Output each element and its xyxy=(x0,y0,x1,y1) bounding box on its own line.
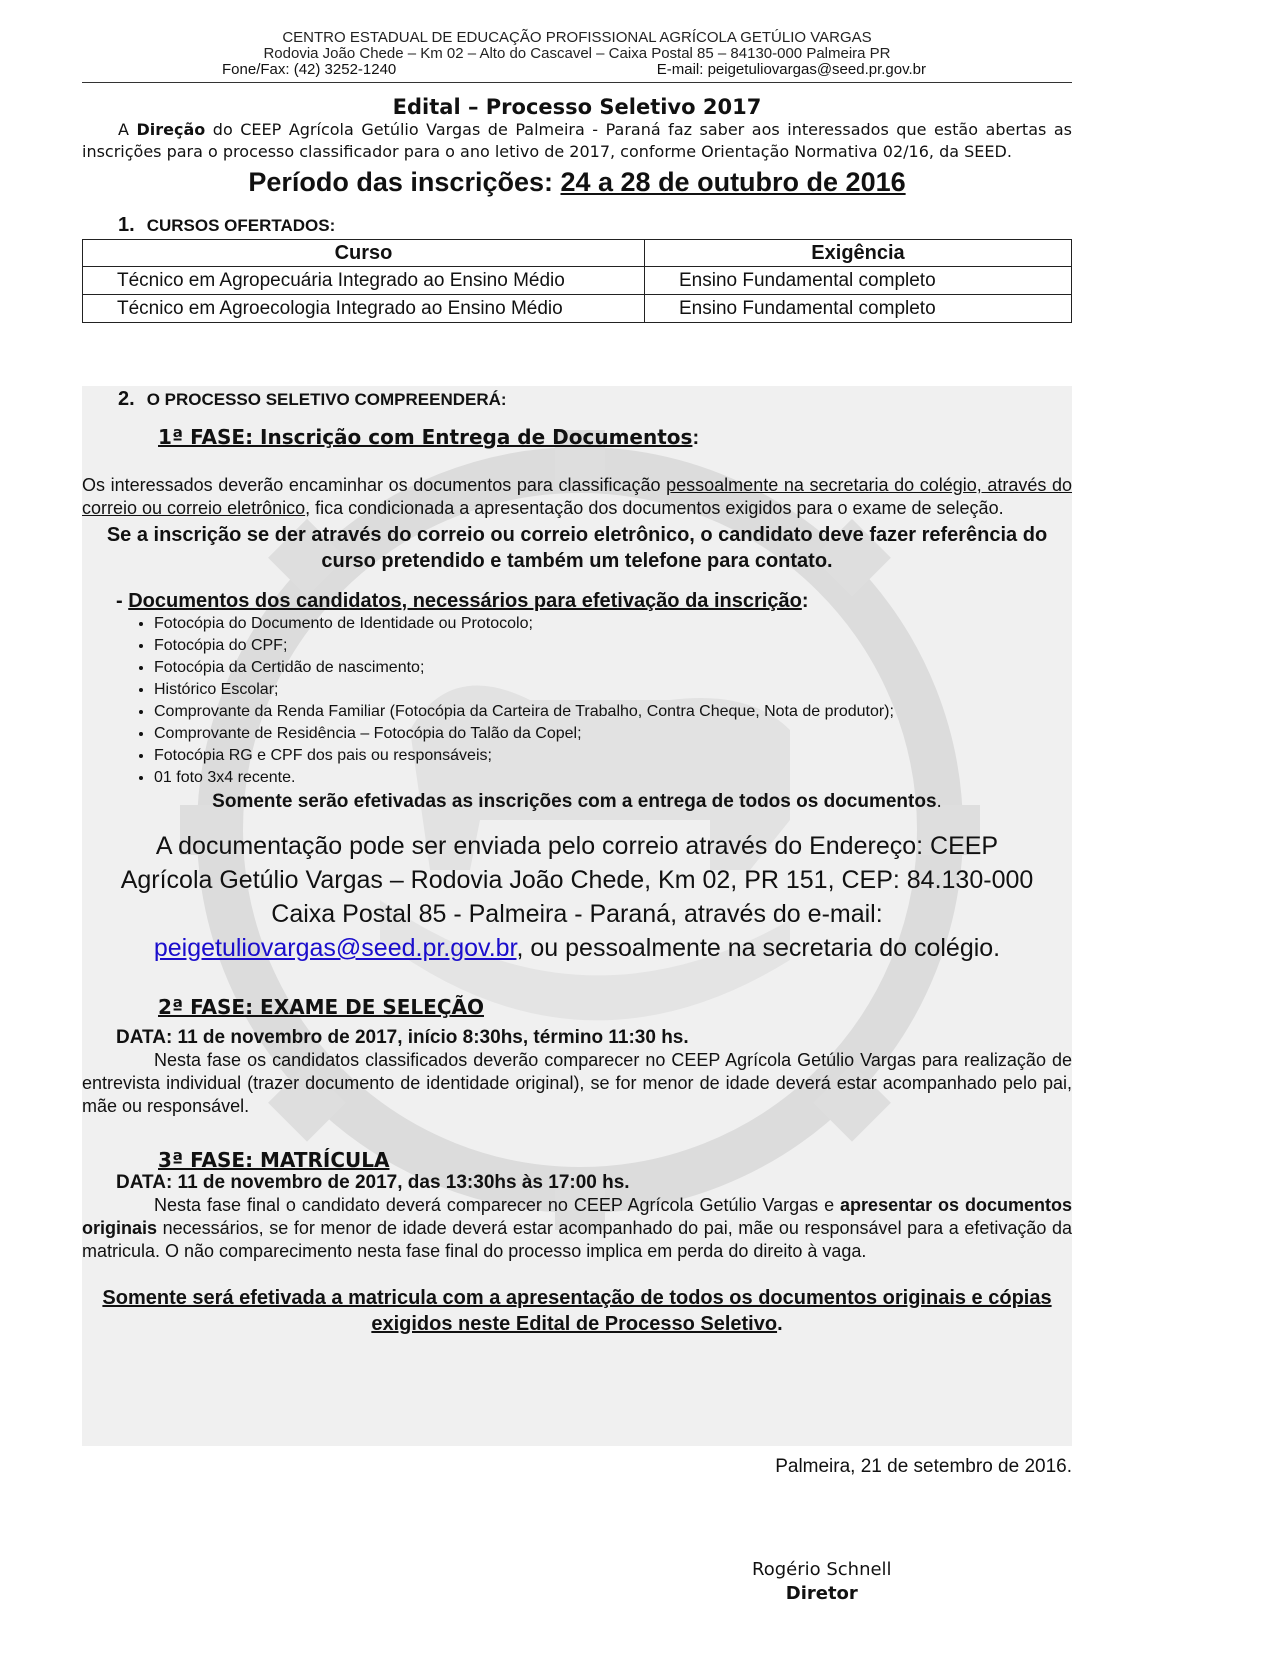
phase-2-text: Nesta fase os candidatos classificados deverão comparecer no CEEP Agrícola Getúlio Vargas para realização de entrevista individual (trazer documento de identidade original), se for menor de idade deverá estar acompanhado pelo pai, mãe ou responsável. xyxy=(82,1050,1072,1116)
phase-2-title: 2ª FASE: EXAME DE SELEÇÃO xyxy=(158,995,484,1019)
signer-name: Rogério Schnell xyxy=(752,1559,892,1580)
registration-period xyxy=(82,167,1072,198)
mail-text: A documentação pode ser enviada pelo correio através do Endereço: CEEP Agrícola Getúlio Vargas – Rodovia João Chede, Km 02, PR 151, CEP: 84.130-000 Caixa Postal 85 - Palmeira - Paraná, através do e-mail: xyxy=(120,832,1034,928)
phase-1-heading xyxy=(82,425,1072,450)
list-item: • 01 foto 3x4 recente. xyxy=(154,767,1072,789)
period-dates: 24 a 28 de outubro de 2016 xyxy=(560,167,906,197)
final-note-text: Somente será efetivada a matricula com a apresentação de todos os documentos originais e cópias exigidos neste Edital de Processo Seletivo xyxy=(102,1287,1052,1335)
section-2-number: 2. xyxy=(118,388,135,410)
table-cell: Técnico em Agroecologia Integrado ao Ensino Médio xyxy=(83,295,645,323)
phase-1-text-b: , fica condicionada a apresentação dos documentos exigidos para o exame de seleção. xyxy=(305,498,1004,518)
list-item: • Histórico Escolar; xyxy=(154,679,1072,701)
mail-note: Se a inscrição se der através do correio ou correio eletrônico, o candidato deve fazer referência do curso pretendido e também um telefone para contato. xyxy=(106,524,1048,572)
intro-paragraph xyxy=(82,119,1072,163)
docs-colon: : xyxy=(801,590,809,612)
section-2 xyxy=(82,388,1072,1337)
list-item: • Comprovante de Residência – Fotocópia do Talão da Copel; xyxy=(154,723,1072,745)
phase-1-text-a: Os interessados deverão encaminhar os documentos para classificação xyxy=(82,475,667,495)
docs-title: Documentos dos candidatos, necessários para efetivação da inscrição xyxy=(128,590,802,612)
list-item: • Comprovante da Renda Familiar (Fotocópia da Carteira de Trabalho, Contra Cheque, Nota de produtor); xyxy=(154,701,1072,723)
signature-block xyxy=(752,1558,892,1606)
section-1-title: CURSOS OFERTADOS: xyxy=(146,216,336,235)
table-cell: Ensino Fundamental completo xyxy=(645,267,1072,295)
phone-text: Fone/Fax: (42) 3252-1240 xyxy=(222,61,397,78)
phase-3-date-label: DATA xyxy=(116,1172,166,1193)
phase-3-text-bold: apresentar os documentos originais xyxy=(82,1195,1073,1238)
phase-3-text xyxy=(82,1194,1072,1263)
docs-heading xyxy=(82,590,1072,613)
header-rule xyxy=(82,82,1072,83)
only-docs-text: Somente serão efetivadas as inscrições com a entrega de todos os documentos xyxy=(212,791,937,812)
only-docs-end: . xyxy=(936,791,942,812)
contact-row xyxy=(82,62,1072,78)
table-header-exigencia: Exigência xyxy=(645,240,1072,267)
phase-1-title: 1ª FASE: Inscrição com Entrega de Documentos xyxy=(158,425,693,449)
phase-2-date: DATA: 11 de novembro de 2017, início 8:30hs, término 11:30 hs. xyxy=(116,1027,689,1048)
section-2-title: O PROCESSO SELETIVO COMPREENDERÁ: xyxy=(146,390,507,409)
mail-address-paragraph xyxy=(82,829,1072,965)
table-row xyxy=(83,267,1072,295)
table-header-curso: Curso xyxy=(83,240,645,267)
phase-3-date-rest: : 11 de novembro de 2017, das 13:30hs às 17:00 hs. xyxy=(165,1172,630,1193)
page-title: Edital – Processo Seletivo 2017 xyxy=(392,95,762,119)
documents-list xyxy=(82,613,1072,789)
intro-start: A xyxy=(118,120,137,139)
phase-3-heading xyxy=(82,1148,1072,1172)
courses-table xyxy=(82,239,1072,323)
final-note-end: . xyxy=(777,1313,783,1335)
email-link[interactable]: peigetuliovargas@seed.pr.gov.br xyxy=(153,934,517,962)
section-1-number: 1. xyxy=(118,214,135,236)
table-cell: Ensino Fundamental completo xyxy=(645,295,1072,323)
period-label: Período das inscrições: xyxy=(248,167,561,197)
phase-3-text-a: Nesta fase final o candidato deverá comparecer no CEEP Agrícola Getúlio Vargas e xyxy=(154,1195,841,1215)
email-text: E-mail: peigetuliovargas@seed.pr.gov.br xyxy=(656,61,926,78)
date-place: Palmeira, 21 de setembro de 2016. xyxy=(775,1456,1072,1477)
institution-address: Rodovia João Chede – Km 02 – Alto do Cascavel – Caixa Postal 85 – 84130-000 Palmeira PR xyxy=(263,45,891,62)
intro-rest: do CEEP Agrícola Getúlio Vargas de Palmeira - Paraná faz saber aos interessados que estão abertas as inscrições para o processo classificador para o ano letivo de 2017, conforme Orientação Normativa 02/16, da SEED. xyxy=(82,120,1073,161)
phase-3-title: 3ª FASE: MATRÍCULA xyxy=(158,1148,390,1172)
phase-1-colon: : xyxy=(692,427,700,449)
table-cell: Técnico em Agropecuária Integrado ao Ensino Médio xyxy=(83,267,645,295)
list-item: • Fotocópia do CPF; xyxy=(154,635,1072,657)
phase-2-heading xyxy=(82,995,1072,1019)
phase-3-text-b: necessários, se for menor de idade deverá estar acompanhado do pai, mãe ou responsável para a efetivação da matricula. O não comparecimento nesta fase final do processo implica em perda do direito à vaga. xyxy=(82,1218,1072,1261)
section-2-heading xyxy=(82,388,1072,411)
list-item: • Fotocópia RG e CPF dos pais ou responsáveis; xyxy=(154,745,1072,767)
only-docs-note xyxy=(82,791,1072,813)
phase-3-date xyxy=(82,1172,1072,1194)
table-header-row xyxy=(83,240,1072,267)
intro-bold: Direção xyxy=(136,120,206,139)
mail-end: , ou pessoalmente na secretaria do colégio. xyxy=(516,934,1001,962)
docs-prefix: - xyxy=(116,590,129,612)
table-row xyxy=(83,295,1072,323)
document-page xyxy=(82,30,1072,323)
final-note xyxy=(82,1285,1072,1337)
institution-name: CENTRO ESTADUAL DE EDUCAÇÃO PROFISSIONAL AGRÍCOLA GETÚLIO VARGAS xyxy=(282,29,872,46)
phase-1-text-underlined: pessoalmente na secretaria do colégio, através do correio ou correio eletrônico xyxy=(82,475,1072,518)
phase-1-paragraph xyxy=(82,474,1072,520)
section-1-heading xyxy=(82,214,1072,237)
list-item: • Fotocópia da Certidão de nascimento; xyxy=(154,657,1072,679)
signer-role: Diretor xyxy=(785,1583,858,1604)
list-item: • Fotocópia do Documento de Identidade ou Protocolo; xyxy=(154,613,1072,635)
